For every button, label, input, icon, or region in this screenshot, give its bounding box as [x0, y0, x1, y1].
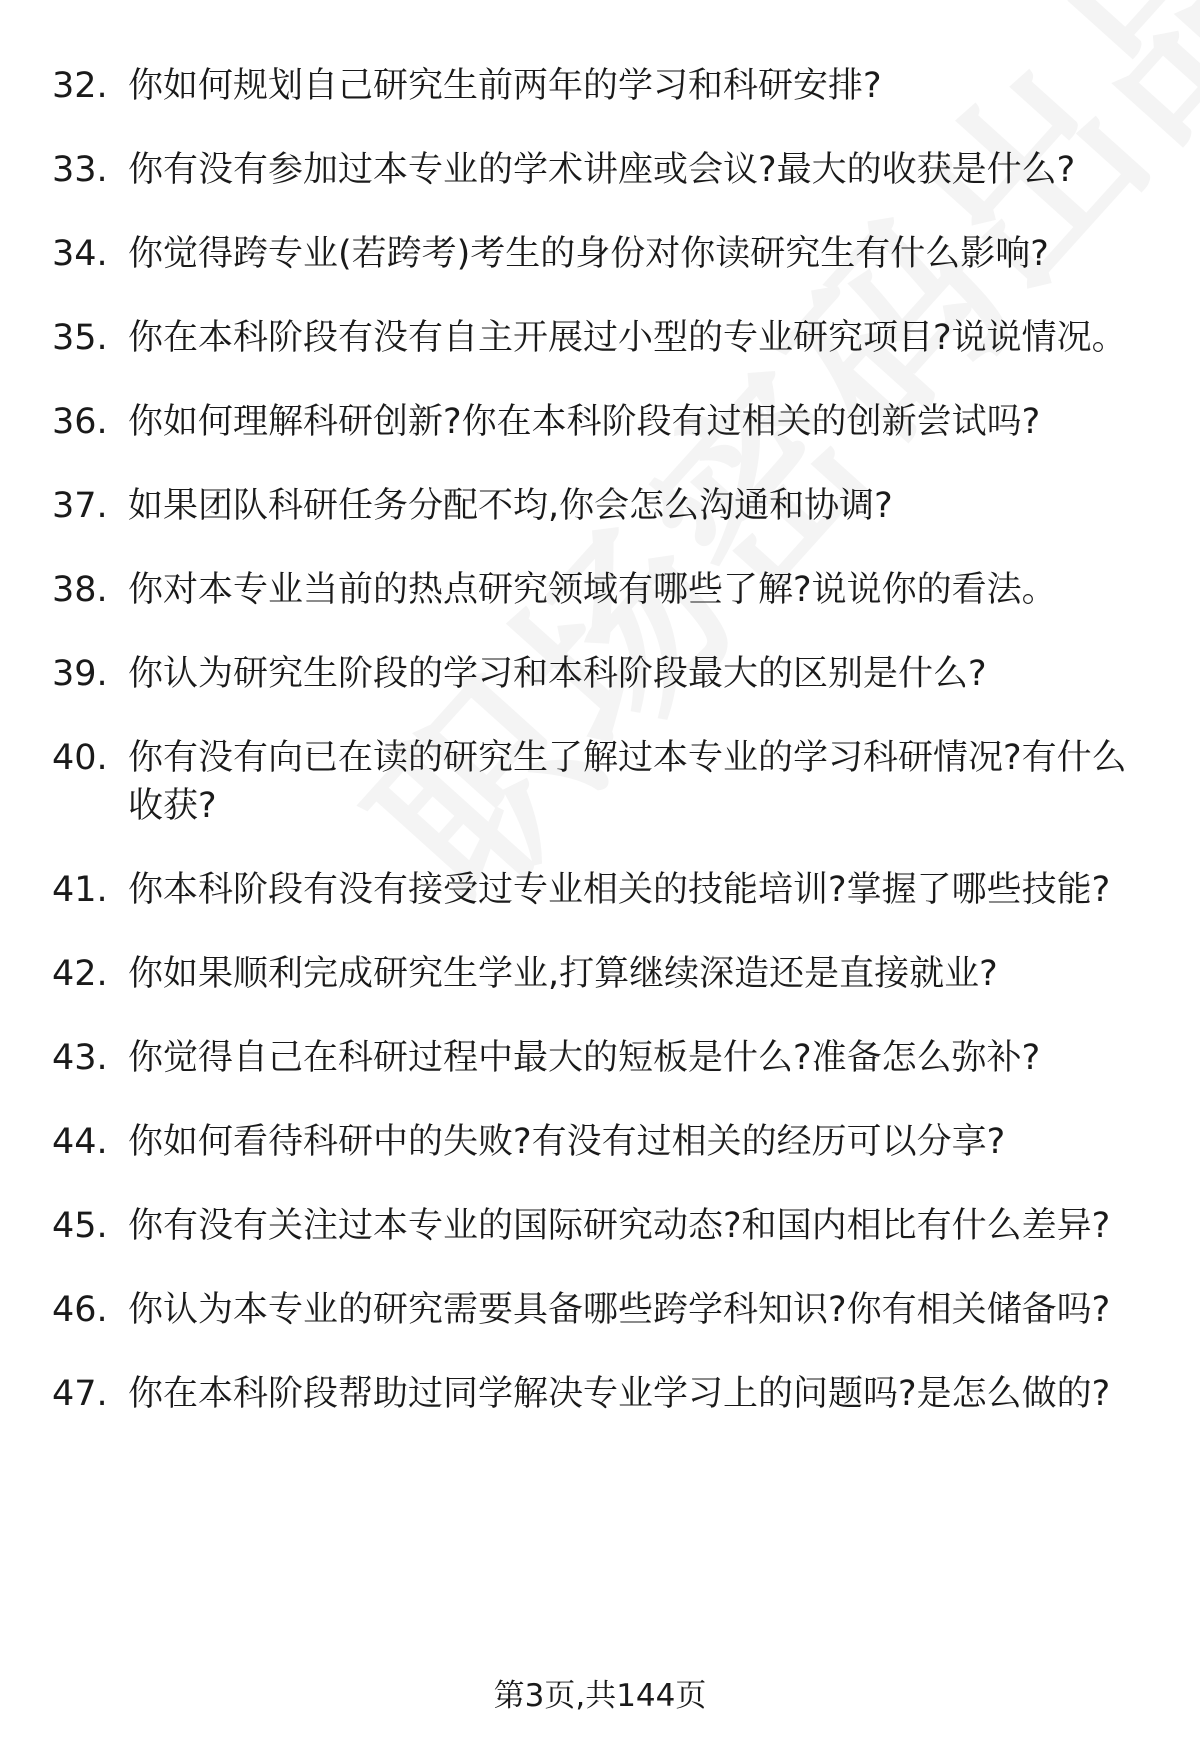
list-item: [52, 482, 1152, 530]
question-number: 44.: [52, 1122, 108, 1162]
list-item: [52, 1202, 1152, 1250]
list-item: [52, 1370, 1152, 1418]
question-text: 你认为本专业的研究需要具备哪些跨学科知识?你有相关储备吗?: [128, 1290, 1111, 1330]
question-number: 42.: [52, 954, 108, 994]
question-text: 你有没有参加过本专业的学术讲座或会议?最大的收获是什么?: [128, 150, 1076, 190]
page-footer: 第3页,共144页: [493, 1678, 707, 1714]
question-number: 45.: [52, 1206, 108, 1246]
list-item: [52, 314, 1152, 362]
question-number: 34.: [52, 234, 108, 274]
question-text: 你在本科阶段帮助过同学解决专业学习上的问题吗?是怎么做的?: [128, 1374, 1111, 1414]
list-item: [52, 650, 1152, 698]
question-text: 你对本专业当前的热点研究领域有哪些了解?说说你的看法。: [128, 570, 1057, 610]
question-number: 47.: [52, 1374, 108, 1414]
question-text: 你觉得跨专业(若跨考)考生的身份对你读研究生有什么影响?: [128, 234, 1049, 274]
question-number: 41.: [52, 870, 108, 910]
question-text: 你认为研究生阶段的学习和本科阶段最大的区别是什么?: [128, 654, 987, 694]
question-number: 33.: [52, 150, 108, 190]
question-text: 你如果顺利完成研究生学业,打算继续深造还是直接就业?: [128, 954, 998, 994]
list-item: [52, 866, 1152, 914]
list-item: [52, 398, 1152, 446]
question-number: 36.: [52, 402, 108, 442]
question-text: 你如何理解科研创新?你在本科阶段有过相关的创新尝试吗?: [128, 402, 1041, 442]
question-number: 32.: [52, 66, 108, 106]
list-item: [52, 734, 1152, 830]
list-item: [52, 950, 1152, 998]
list-item: [52, 146, 1152, 194]
question-number: 35.: [52, 318, 108, 358]
question-text: 你在本科阶段有没有自主开展过小型的专业研究项目?说说情况。: [128, 318, 1127, 358]
question-text: 你有没有关注过本专业的国际研究动态?和国内相比有什么差异?: [128, 1206, 1111, 1246]
list-item: [52, 1118, 1152, 1166]
question-list: [52, 62, 1152, 1454]
question-text: 你本科阶段有没有接受过专业相关的技能培训?掌握了哪些技能?: [128, 870, 1111, 910]
list-item: [52, 230, 1152, 278]
question-text: 你如何规划自己研究生前两年的学习和科研安排?: [128, 66, 882, 106]
question-text: 你觉得自己在科研过程中最大的短板是什么?准备怎么弥补?: [128, 1038, 1041, 1078]
question-number: 37.: [52, 486, 108, 526]
question-number: 38.: [52, 570, 108, 610]
question-text: 如果团队科研任务分配不均,你会怎么沟通和协调?: [128, 486, 893, 526]
list-item: [52, 566, 1152, 614]
question-number: 46.: [52, 1290, 108, 1330]
question-number: 43.: [52, 1038, 108, 1078]
list-item: [52, 1034, 1152, 1082]
question-text: 你有没有向已在读的研究生了解过本专业的学习科研情况?有什么收获?: [128, 738, 1127, 826]
list-item: [52, 62, 1152, 110]
question-text: 你如何看待科研中的失败?有没有过相关的经历可以分享?: [128, 1122, 1006, 1162]
question-number: 39.: [52, 654, 108, 694]
question-number: 40.: [52, 738, 108, 778]
list-item: [52, 1286, 1152, 1334]
